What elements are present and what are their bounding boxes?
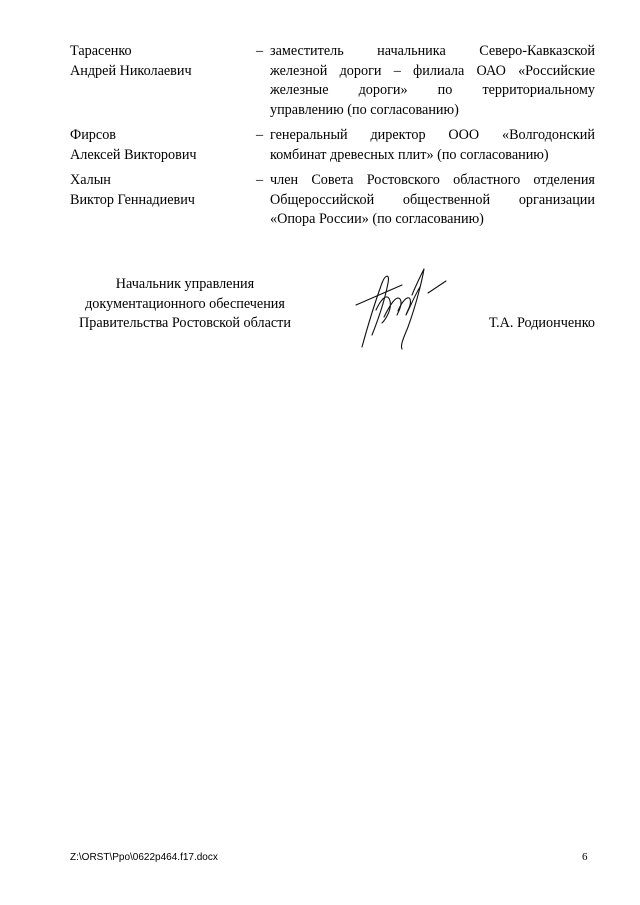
word: территориальному [482,82,595,98]
dash: – [256,172,264,188]
member-surname: Фирсов [70,127,116,143]
signature-block [60,275,600,365]
description-line [270,81,595,101]
description-line: управлению (по согласованию) [270,101,459,118]
description-line: комбинат древесных плит» (по согласованию) [270,146,549,163]
footer-file-path: Z:\ORST\Ppo\0622p464.f17.docx [70,852,218,863]
description-line [270,62,595,82]
description-line: «Опора России» (по согласованию) [270,211,484,227]
description-line [270,42,595,62]
word: общественной [402,191,491,208]
word: дороги» [358,82,408,98]
word: ООО [448,127,480,143]
word: член [270,172,299,188]
word: по [437,82,453,98]
word: железные [270,82,329,98]
word: начальника [377,43,446,59]
word: Совета [311,172,354,188]
description-line [270,171,595,191]
word: Ростовского [366,172,440,188]
member-description [270,171,595,230]
word: Северо-Кавказской [479,43,595,59]
member-description [270,42,595,120]
member-name [70,171,250,210]
description-line [270,126,595,146]
member-given-names: Алексей Викторович [70,146,197,163]
word: директор [370,127,426,143]
word: – [393,62,401,79]
member-surname: Тарасенко [70,43,132,59]
member-name [70,126,250,165]
word: генеральный [270,127,348,143]
word: ОАО [476,62,506,79]
handwritten-signature [342,265,452,360]
word: «Российские [518,62,595,79]
member-surname: Халын [70,172,111,188]
dash: – [256,43,264,59]
member-given-names: Виктор Геннадиевич [70,191,195,208]
description-line [270,191,595,211]
signatory-title-line: Правительства Ростовской области [79,315,291,331]
member-name [70,42,250,81]
word: областного [453,172,521,188]
signatory-name: Т.А. Родионченко [488,315,595,331]
member-given-names: Андрей Николаевич [70,62,192,79]
word: заместитель [270,43,344,59]
word: дороги [339,62,382,79]
signatory-title-line: Начальник управления [115,276,255,292]
word: филиала [413,62,465,79]
word: «Волгодонский [502,127,595,143]
page-number: 6 [582,851,588,863]
word: Общероссийской [270,191,375,208]
word: отделения [533,172,595,188]
word: железной [270,62,328,79]
dash: – [256,127,264,143]
member-description [270,126,595,165]
signatory-title-line: документационного обеспечения [85,295,285,312]
word: организации [518,191,595,208]
signatory-title [60,275,310,334]
